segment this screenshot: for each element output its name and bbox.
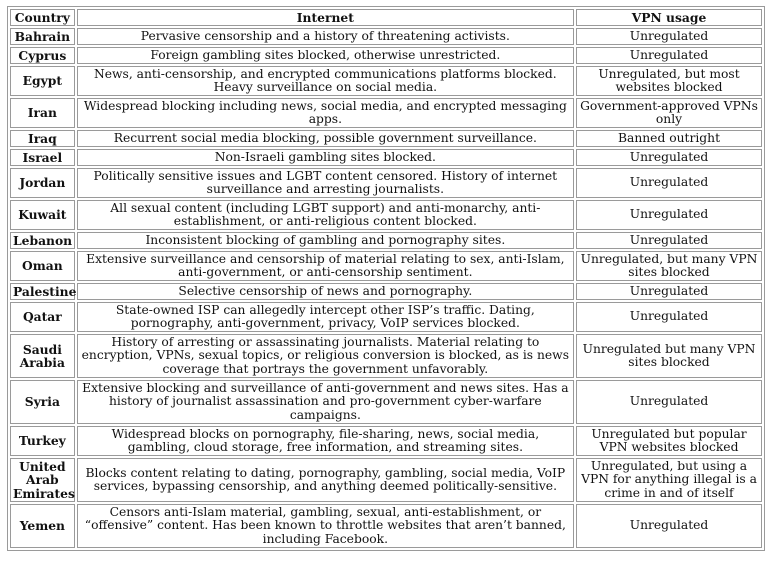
header-row — [10, 9, 762, 26]
country-cell: Israel — [10, 149, 75, 166]
internet-cell: Blocks content relating to dating, pornography, gambling, social media, VoIP services, bypassing censorship, and anything deemed politically-sensitive. — [77, 458, 574, 502]
country-cell: Yemen — [10, 504, 75, 548]
internet-cell: News, anti-censorship, and encrypted communications platforms blocked. Heavy surveillance on social media. — [77, 66, 574, 96]
country-cell: Palestine — [10, 283, 75, 300]
internet-cell: State-owned ISP can allegedly intercept other ISP’s traffic. Dating, pornography, anti-government, privacy, VoIP services blocked. — [77, 302, 574, 332]
internet-cell: Widespread blocks on pornography, file-sharing, news, social media, gambling, cloud storage, free information, and streaming sites. — [77, 426, 574, 456]
country-cell: Saudi Arabia — [10, 334, 75, 378]
country-cell: Iraq — [10, 130, 75, 147]
country-cell: Bahrain — [10, 28, 75, 45]
header-vpn-usage: VPN usage — [576, 9, 762, 26]
country-cell: Cyprus — [10, 47, 75, 64]
internet-cell: Censors anti-Islam material, gambling, sexual, anti-establishment, or “offensive” content. Has been known to throttle websites that aren’t banned, including Facebook. — [77, 504, 574, 548]
internet-cell: Recurrent social media blocking, possible government surveillance. — [77, 130, 574, 147]
table-row — [10, 283, 762, 300]
country-cell: Egypt — [10, 66, 75, 96]
internet-cell: Pervasive censorship and a history of threatening activists. — [77, 28, 574, 45]
country-cell: Turkey — [10, 426, 75, 456]
vpn-cell: Unregulated but popular VPN websites blocked — [576, 426, 762, 456]
internet-cell: Politically sensitive issues and LGBT content censored. History of internet surveillance and arresting journalists. — [77, 168, 574, 198]
table-row — [10, 168, 762, 198]
country-cell: Iran — [10, 98, 75, 128]
vpn-cell: Unregulated — [576, 28, 762, 45]
country-cell: Oman — [10, 251, 75, 281]
internet-cell: Extensive surveillance and censorship of material relating to sex, anti-Islam, anti-government, or anti-censorship sentiment. — [77, 251, 574, 281]
table-row — [10, 98, 762, 128]
header-internet: Internet — [77, 9, 574, 26]
vpn-cell: Unregulated — [576, 47, 762, 64]
table-row — [10, 232, 762, 249]
vpn-cell: Unregulated — [576, 200, 762, 230]
country-cell: United Arab Emirates — [10, 458, 75, 502]
vpn-cell: Unregulated — [576, 504, 762, 548]
table-row — [10, 251, 762, 281]
internet-cell: Inconsistent blocking of gambling and pornography sites. — [77, 232, 574, 249]
table-row — [10, 426, 762, 456]
header-country: Country — [10, 9, 75, 26]
country-cell: Jordan — [10, 168, 75, 198]
vpn-cell: Unregulated, but most websites blocked — [576, 66, 762, 96]
internet-cell: Widespread blocking including news, social media, and encrypted messaging apps. — [77, 98, 574, 128]
table-row — [10, 28, 762, 45]
table-row — [10, 380, 762, 424]
internet-cell: Extensive blocking and surveillance of anti-government and news sites. Has a history of journalist assassination and pro-government cyber-warfare campaigns. — [77, 380, 574, 424]
vpn-cell: Unregulated, but many VPN sites blocked — [576, 251, 762, 281]
table-row — [10, 130, 762, 147]
internet-cell: All sexual content (including LGBT support) and anti-monarchy, anti-establishment, or anti-religious content blocked. — [77, 200, 574, 230]
country-cell: Kuwait — [10, 200, 75, 230]
table-row — [10, 66, 762, 96]
vpn-cell: Unregulated — [576, 380, 762, 424]
country-cell: Lebanon — [10, 232, 75, 249]
vpn-cell: Unregulated but many VPN sites blocked — [576, 334, 762, 378]
table-row — [10, 200, 762, 230]
internet-cell: Non-Israeli gambling sites blocked. — [77, 149, 574, 166]
vpn-cell: Unregulated, but using a VPN for anything illegal is a crime in and of itself — [576, 458, 762, 502]
country-cell: Syria — [10, 380, 75, 424]
table-row — [10, 458, 762, 502]
vpn-cell: Banned outright — [576, 130, 762, 147]
table-row — [10, 47, 762, 64]
country-cell: Qatar — [10, 302, 75, 332]
table-row — [10, 504, 762, 548]
internet-cell: Foreign gambling sites blocked, otherwise unrestricted. — [77, 47, 574, 64]
table-row — [10, 302, 762, 332]
censorship-table — [7, 6, 765, 551]
vpn-cell: Unregulated — [576, 168, 762, 198]
vpn-cell: Unregulated — [576, 283, 762, 300]
table-row — [10, 334, 762, 378]
vpn-cell: Unregulated — [576, 302, 762, 332]
internet-cell: History of arresting or assassinating journalists. Material relating to encryption, VPNs, sexual topics, or religious conversion is blocked, as is news coverage that portrays the government unfavorably. — [77, 334, 574, 378]
vpn-cell: Unregulated — [576, 232, 762, 249]
table-row — [10, 149, 762, 166]
vpn-cell: Government-approved VPNs only — [576, 98, 762, 128]
internet-cell: Selective censorship of news and pornography. — [77, 283, 574, 300]
vpn-cell: Unregulated — [576, 149, 762, 166]
